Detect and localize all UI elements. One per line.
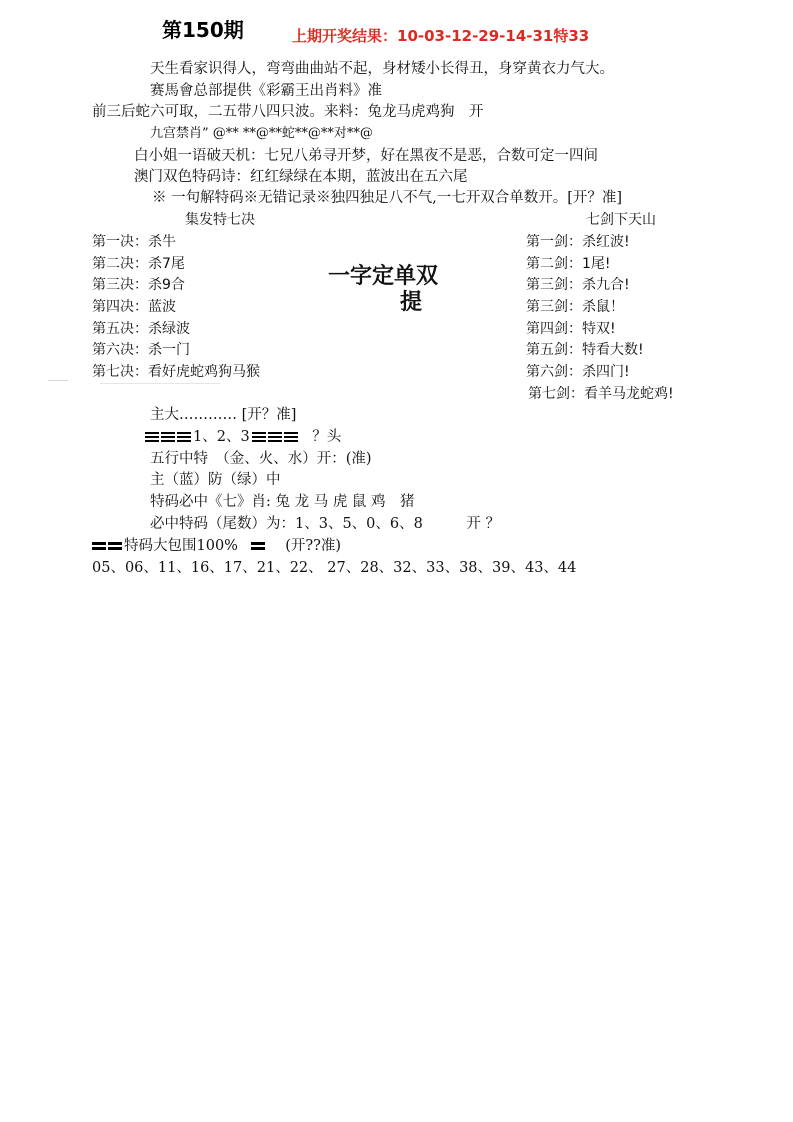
left-item: 第四决：蓝波 xyxy=(92,299,176,315)
bar-glyph-icon xyxy=(161,432,175,443)
left-item: 第三决：杀9合 xyxy=(92,277,185,293)
bar-glyph-icon xyxy=(177,432,191,443)
head-numbers: 1、2、3 xyxy=(193,429,250,445)
bar-glyph-icon xyxy=(92,542,106,550)
bar-glyph-icon xyxy=(145,432,159,443)
left-item: 第一决：杀牛 xyxy=(92,234,176,250)
bar-glyph-icon xyxy=(268,432,282,443)
right-item: 第四剑：特双! xyxy=(526,321,616,337)
riddle-line: 天生看家识得人，弯弯曲曲站不起，身材矮小长得丑，身穿黄衣力气大。 xyxy=(150,61,614,77)
one-sentence-line: ※ 一句解特码※无错记录※独四独足八不气,一七开双合单数开。[开？准] xyxy=(152,190,623,206)
left-section-title: 集发特七决 xyxy=(185,212,255,228)
right-item: 第二剑：1尾! xyxy=(526,256,611,272)
head-number-line xyxy=(145,429,341,446)
bar-glyph-icon xyxy=(108,542,122,550)
left-item: 第六决：杀一门 xyxy=(92,342,190,358)
color-line: 主（蓝）防（绿）中 xyxy=(150,472,281,488)
encirclement-label: 特码大包围100% xyxy=(124,538,238,554)
left-item: 第七决：看好虎蛇鸡狗马猴 xyxy=(92,364,260,380)
bar-glyph-icon xyxy=(252,432,266,443)
bai-xiaojie-line: 白小姐一语破天机：七兄八弟寻开梦，好在黑夜不是恶，合数可定一四间 xyxy=(134,148,598,164)
right-item: 第七剑：看羊马龙蛇鸡! xyxy=(528,386,674,402)
seven-zodiac-line: 特码必中《七》肖: 兔 龙 马 虎 鼠 鸡 猪 xyxy=(150,494,415,510)
number-list: 05、06、11、16、17、21、22、 27、28、32、33、38、39、43、44 xyxy=(92,560,577,576)
left-item: 第五决：杀绿波 xyxy=(92,321,190,337)
issue-number: 第150期 xyxy=(162,18,244,42)
right-item: 第五剑：特看大数! xyxy=(526,342,644,358)
last-result: 上期开奖结果：10-03-12-29-14-31特33 xyxy=(292,27,590,45)
head-suffix: ？头 xyxy=(312,429,342,445)
center-headline: 一字定单双 xyxy=(328,264,439,289)
zhuda-line: 主大………… [开？准] xyxy=(150,407,297,423)
right-item: 第三剑：杀鼠！ xyxy=(526,299,624,315)
encirclement-line xyxy=(92,538,341,555)
nine-palace-line: 九宫禁肖” @** **@**蛇**@**对**@ xyxy=(150,126,373,141)
scan-smudge xyxy=(100,383,220,384)
right-item: 第六剑：杀四门! xyxy=(526,364,630,380)
tip-line: 前三后蛇六可取，二五带八四只波。来料：兔龙马虎鸡狗 开 xyxy=(92,104,484,120)
center-sub: 提 xyxy=(400,290,423,315)
bar-glyph-icon xyxy=(251,542,265,550)
tail-digits-line: 必中特码（尾数）为：1、3、5、0、6、8 开 ？ xyxy=(150,516,500,532)
bar-glyph-icon xyxy=(284,432,298,443)
right-item: 第三剑：杀九合! xyxy=(526,277,630,293)
source-line: 赛馬會总部提供《彩霸王出肖料》准 xyxy=(150,83,382,99)
right-section-title: 七剑下天山 xyxy=(586,212,656,228)
left-item: 第二决：杀7尾 xyxy=(92,256,185,272)
wuxing-line: 五行中特 （金、火、水）开：(准) xyxy=(150,451,372,467)
scan-smudge xyxy=(48,380,68,381)
macau-poem-line: 澳门双色特码诗：红红绿绿在本期，蓝波出在五六尾 xyxy=(134,169,468,185)
encirclement-suffix: (开??准) xyxy=(285,538,342,554)
right-item: 第一剑：杀红波! xyxy=(526,234,630,250)
